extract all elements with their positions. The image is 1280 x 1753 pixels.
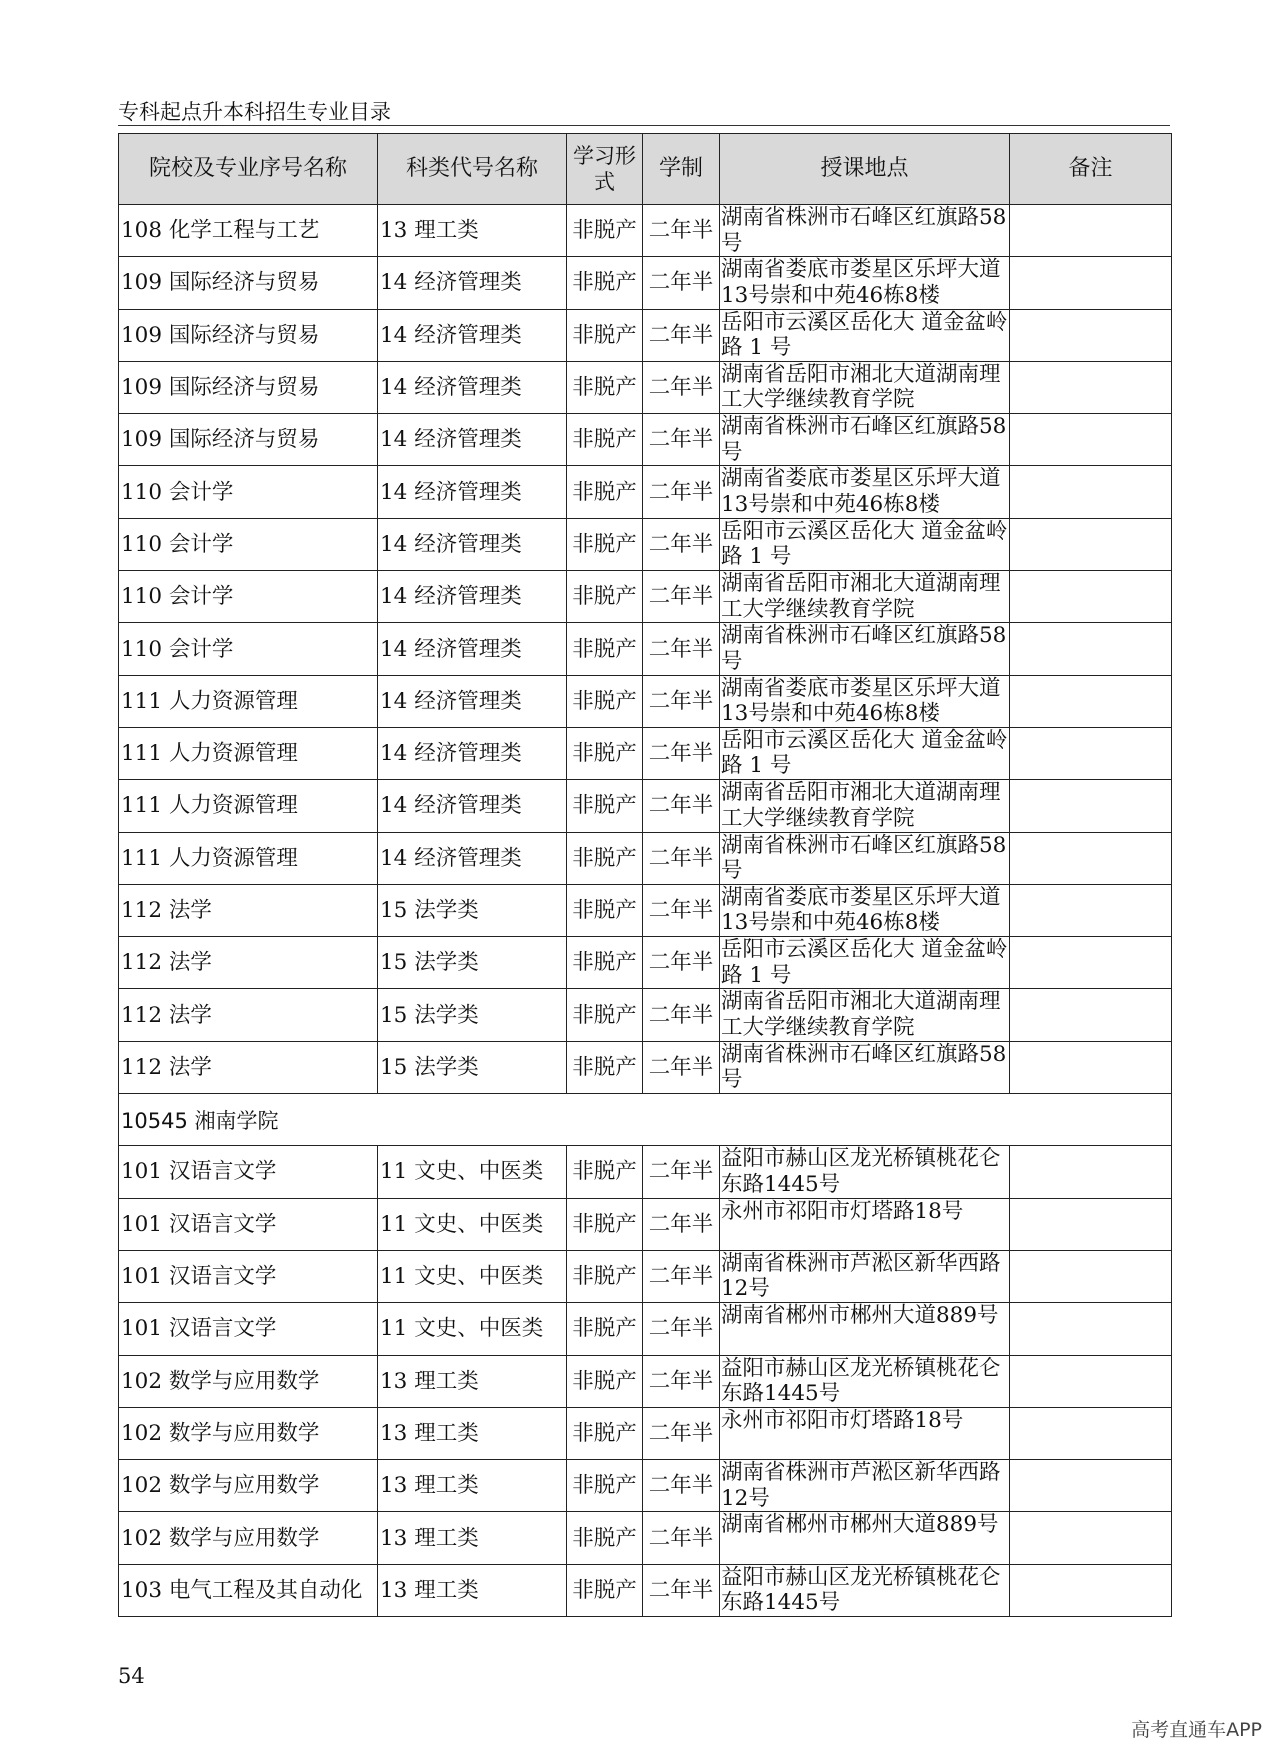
cell-category: 11 文史、中医类 bbox=[378, 1303, 567, 1355]
cell-study-form: 非脱产 bbox=[567, 1250, 643, 1302]
cell-major: 102 数学与应用数学 bbox=[119, 1407, 378, 1459]
table-header-row bbox=[119, 134, 1172, 205]
cell-location: 湖南省株洲市石峰区红旗路58号 bbox=[720, 832, 1010, 884]
cell-major: 110 会计学 bbox=[119, 623, 378, 675]
watermark-text: 高考直通车APP bbox=[1131, 1719, 1262, 1741]
cell-duration: 二年半 bbox=[643, 257, 720, 309]
cell-major: 102 数学与应用数学 bbox=[119, 1355, 378, 1407]
section-header-row bbox=[119, 1094, 1172, 1146]
cell-duration: 二年半 bbox=[643, 1146, 720, 1198]
cell-study-form: 非脱产 bbox=[567, 1146, 643, 1198]
cell-category: 13 理工类 bbox=[378, 1355, 567, 1407]
cell-study-form: 非脱产 bbox=[567, 518, 643, 570]
table-row bbox=[119, 414, 1172, 466]
cell-category: 13 理工类 bbox=[378, 1407, 567, 1459]
cell-note bbox=[1010, 571, 1172, 623]
cell-location: 湖南省娄底市娄星区乐坪大道13号崇和中苑46栋8楼 bbox=[720, 884, 1010, 936]
table-row bbox=[119, 309, 1172, 361]
cell-duration: 二年半 bbox=[643, 309, 720, 361]
cell-location: 湖南省岳阳市湘北大道湖南理工大学继续教育学院 bbox=[720, 780, 1010, 832]
cell-category: 14 经济管理类 bbox=[378, 780, 567, 832]
cell-category: 14 经济管理类 bbox=[378, 675, 567, 727]
cell-duration: 二年半 bbox=[643, 205, 720, 257]
cell-location: 湖南省株洲市芦淞区新华西路12号 bbox=[720, 1250, 1010, 1302]
table-row bbox=[119, 727, 1172, 779]
cell-category: 14 经济管理类 bbox=[378, 414, 567, 466]
cell-location: 湖南省株洲市石峰区红旗路58号 bbox=[720, 623, 1010, 675]
cell-study-form: 非脱产 bbox=[567, 1564, 643, 1616]
cell-duration: 二年半 bbox=[643, 571, 720, 623]
cell-location: 湖南省岳阳市湘北大道湖南理工大学继续教育学院 bbox=[720, 989, 1010, 1041]
table-row bbox=[119, 1146, 1172, 1198]
cell-category: 14 经济管理类 bbox=[378, 361, 567, 413]
cell-category: 14 经济管理类 bbox=[378, 623, 567, 675]
cell-major: 102 数学与应用数学 bbox=[119, 1512, 378, 1564]
cell-study-form: 非脱产 bbox=[567, 1512, 643, 1564]
cell-duration: 二年半 bbox=[643, 675, 720, 727]
cell-duration: 二年半 bbox=[643, 832, 720, 884]
cell-major: 111 人力资源管理 bbox=[119, 780, 378, 832]
table-row bbox=[119, 780, 1172, 832]
cell-duration: 二年半 bbox=[643, 937, 720, 989]
cell-note bbox=[1010, 989, 1172, 1041]
cell-location: 湖南省株洲市芦淞区新华西路12号 bbox=[720, 1460, 1010, 1512]
cell-note bbox=[1010, 623, 1172, 675]
cell-note bbox=[1010, 1041, 1172, 1093]
column-header-location: 授课地点 bbox=[720, 134, 1010, 205]
cell-category: 15 法学类 bbox=[378, 1041, 567, 1093]
cell-duration: 二年半 bbox=[643, 1407, 720, 1459]
cell-note bbox=[1010, 1198, 1172, 1250]
cell-duration: 二年半 bbox=[643, 989, 720, 1041]
table-row bbox=[119, 1198, 1172, 1250]
cell-duration: 二年半 bbox=[643, 1355, 720, 1407]
cell-duration: 二年半 bbox=[643, 518, 720, 570]
cell-note bbox=[1010, 1512, 1172, 1564]
cell-study-form: 非脱产 bbox=[567, 414, 643, 466]
cell-location: 岳阳市云溪区岳化大 道金盆岭路 1 号 bbox=[720, 937, 1010, 989]
cell-study-form: 非脱产 bbox=[567, 361, 643, 413]
table-row bbox=[119, 257, 1172, 309]
cell-note bbox=[1010, 937, 1172, 989]
table-row bbox=[119, 205, 1172, 257]
cell-study-form: 非脱产 bbox=[567, 309, 643, 361]
table-row bbox=[119, 937, 1172, 989]
cell-study-form: 非脱产 bbox=[567, 937, 643, 989]
cell-duration: 二年半 bbox=[643, 623, 720, 675]
table-row bbox=[119, 623, 1172, 675]
cell-study-form: 非脱产 bbox=[567, 727, 643, 779]
cell-category: 13 理工类 bbox=[378, 1460, 567, 1512]
cell-note bbox=[1010, 1303, 1172, 1355]
cell-duration: 二年半 bbox=[643, 1564, 720, 1616]
cell-note bbox=[1010, 727, 1172, 779]
cell-major: 101 汉语言文学 bbox=[119, 1198, 378, 1250]
cell-category: 15 法学类 bbox=[378, 937, 567, 989]
cell-study-form: 非脱产 bbox=[567, 257, 643, 309]
cell-major: 109 国际经济与贸易 bbox=[119, 361, 378, 413]
table-body bbox=[119, 205, 1172, 1617]
cell-location: 益阳市赫山区龙光桥镇桃花仑东路1445号 bbox=[720, 1146, 1010, 1198]
cell-note bbox=[1010, 518, 1172, 570]
cell-location: 永州市祁阳市灯塔路18号 bbox=[720, 1198, 1010, 1250]
cell-duration: 二年半 bbox=[643, 1250, 720, 1302]
cell-study-form: 非脱产 bbox=[567, 1303, 643, 1355]
cell-major: 111 人力资源管理 bbox=[119, 675, 378, 727]
column-header-study-form: 学习形式 bbox=[567, 134, 643, 205]
column-header-category: 科类代号名称 bbox=[378, 134, 567, 205]
table-row bbox=[119, 1355, 1172, 1407]
cell-study-form: 非脱产 bbox=[567, 1198, 643, 1250]
cell-location: 湖南省株洲市石峰区红旗路58号 bbox=[720, 1041, 1010, 1093]
cell-location: 岳阳市云溪区岳化大 道金盆岭路 1 号 bbox=[720, 309, 1010, 361]
table-row bbox=[119, 571, 1172, 623]
cell-study-form: 非脱产 bbox=[567, 1407, 643, 1459]
cell-note bbox=[1010, 1407, 1172, 1459]
cell-note bbox=[1010, 205, 1172, 257]
table-row bbox=[119, 832, 1172, 884]
table-row bbox=[119, 989, 1172, 1041]
cell-duration: 二年半 bbox=[643, 466, 720, 518]
cell-category: 14 经济管理类 bbox=[378, 832, 567, 884]
cell-category: 14 经济管理类 bbox=[378, 257, 567, 309]
cell-note bbox=[1010, 361, 1172, 413]
cell-major: 112 法学 bbox=[119, 884, 378, 936]
cell-location: 湖南省岳阳市湘北大道湖南理工大学继续教育学院 bbox=[720, 571, 1010, 623]
cell-major: 111 人力资源管理 bbox=[119, 832, 378, 884]
cell-major: 109 国际经济与贸易 bbox=[119, 257, 378, 309]
cell-duration: 二年半 bbox=[643, 414, 720, 466]
cell-major: 102 数学与应用数学 bbox=[119, 1460, 378, 1512]
table-row bbox=[119, 1303, 1172, 1355]
cell-major: 108 化学工程与工艺 bbox=[119, 205, 378, 257]
cell-major: 101 汉语言文学 bbox=[119, 1250, 378, 1302]
cell-major: 110 会计学 bbox=[119, 571, 378, 623]
table-row bbox=[119, 1250, 1172, 1302]
cell-location: 湖南省株洲市石峰区红旗路58号 bbox=[720, 205, 1010, 257]
cell-location: 湖南省娄底市娄星区乐坪大道13号崇和中苑46栋8楼 bbox=[720, 257, 1010, 309]
cell-location: 湖南省娄底市娄星区乐坪大道13号崇和中苑46栋8楼 bbox=[720, 675, 1010, 727]
cell-study-form: 非脱产 bbox=[567, 466, 643, 518]
cell-major: 109 国际经济与贸易 bbox=[119, 414, 378, 466]
cell-note bbox=[1010, 257, 1172, 309]
cell-note bbox=[1010, 832, 1172, 884]
cell-category: 15 法学类 bbox=[378, 989, 567, 1041]
cell-study-form: 非脱产 bbox=[567, 1041, 643, 1093]
cell-note bbox=[1010, 675, 1172, 727]
cell-location: 湖南省娄底市娄星区乐坪大道13号崇和中苑46栋8楼 bbox=[720, 466, 1010, 518]
cell-note bbox=[1010, 1564, 1172, 1616]
cell-study-form: 非脱产 bbox=[567, 884, 643, 936]
cell-note bbox=[1010, 780, 1172, 832]
cell-duration: 二年半 bbox=[643, 361, 720, 413]
cell-major: 111 人力资源管理 bbox=[119, 727, 378, 779]
cell-category: 14 经济管理类 bbox=[378, 466, 567, 518]
header-rule bbox=[118, 125, 1170, 126]
institution-name: 10545 湘南学院 bbox=[119, 1094, 1172, 1146]
cell-duration: 二年半 bbox=[643, 780, 720, 832]
cell-major: 112 法学 bbox=[119, 937, 378, 989]
cell-note bbox=[1010, 1146, 1172, 1198]
cell-study-form: 非脱产 bbox=[567, 1460, 643, 1512]
cell-study-form: 非脱产 bbox=[567, 780, 643, 832]
cell-category: 14 经济管理类 bbox=[378, 518, 567, 570]
cell-category: 14 经济管理类 bbox=[378, 309, 567, 361]
cell-major: 112 法学 bbox=[119, 1041, 378, 1093]
cell-category: 13 理工类 bbox=[378, 205, 567, 257]
cell-note bbox=[1010, 1250, 1172, 1302]
table-row bbox=[119, 518, 1172, 570]
table-row bbox=[119, 361, 1172, 413]
cell-location: 湖南省株洲市石峰区红旗路58号 bbox=[720, 414, 1010, 466]
cell-category: 11 文史、中医类 bbox=[378, 1198, 567, 1250]
cell-study-form: 非脱产 bbox=[567, 832, 643, 884]
cell-location: 益阳市赫山区龙光桥镇桃花仑东路1445号 bbox=[720, 1355, 1010, 1407]
cell-duration: 二年半 bbox=[643, 1198, 720, 1250]
cell-major: 101 汉语言文学 bbox=[119, 1303, 378, 1355]
cell-category: 13 理工类 bbox=[378, 1564, 567, 1616]
cell-duration: 二年半 bbox=[643, 884, 720, 936]
table-row bbox=[119, 675, 1172, 727]
table-row bbox=[119, 884, 1172, 936]
cell-location: 湖南省郴州市郴州大道889号 bbox=[720, 1512, 1010, 1564]
cell-location: 湖南省岳阳市湘北大道湖南理工大学继续教育学院 bbox=[720, 361, 1010, 413]
cell-category: 13 理工类 bbox=[378, 1512, 567, 1564]
cell-study-form: 非脱产 bbox=[567, 675, 643, 727]
cell-note bbox=[1010, 309, 1172, 361]
cell-note bbox=[1010, 1460, 1172, 1512]
table-row bbox=[119, 466, 1172, 518]
cell-study-form: 非脱产 bbox=[567, 205, 643, 257]
column-header-duration: 学制 bbox=[643, 134, 720, 205]
cell-study-form: 非脱产 bbox=[567, 571, 643, 623]
cell-duration: 二年半 bbox=[643, 1460, 720, 1512]
cell-location: 岳阳市云溪区岳化大 道金盆岭路 1 号 bbox=[720, 727, 1010, 779]
page-number: 54 bbox=[118, 1664, 145, 1688]
cell-study-form: 非脱产 bbox=[567, 623, 643, 675]
cell-study-form: 非脱产 bbox=[567, 989, 643, 1041]
cell-duration: 二年半 bbox=[643, 1303, 720, 1355]
cell-major: 101 汉语言文学 bbox=[119, 1146, 378, 1198]
cell-duration: 二年半 bbox=[643, 1512, 720, 1564]
cell-major: 112 法学 bbox=[119, 989, 378, 1041]
page-header-title: 专科起点升本科招生专业目录 bbox=[118, 100, 391, 124]
cell-category: 11 文史、中医类 bbox=[378, 1250, 567, 1302]
cell-major: 103 电气工程及其自动化 bbox=[119, 1564, 378, 1616]
cell-location: 永州市祁阳市灯塔路18号 bbox=[720, 1407, 1010, 1459]
cell-location: 岳阳市云溪区岳化大 道金盆岭路 1 号 bbox=[720, 518, 1010, 570]
cell-category: 15 法学类 bbox=[378, 884, 567, 936]
cell-duration: 二年半 bbox=[643, 727, 720, 779]
table-row bbox=[119, 1564, 1172, 1616]
cell-note bbox=[1010, 884, 1172, 936]
table-row bbox=[119, 1460, 1172, 1512]
cell-major: 109 国际经济与贸易 bbox=[119, 309, 378, 361]
major-catalog-table bbox=[118, 133, 1172, 1617]
table-row bbox=[119, 1512, 1172, 1564]
cell-location: 益阳市赫山区龙光桥镇桃花仑东路1445号 bbox=[720, 1564, 1010, 1616]
cell-major: 110 会计学 bbox=[119, 466, 378, 518]
column-header-major: 院校及专业序号名称 bbox=[119, 134, 378, 205]
cell-duration: 二年半 bbox=[643, 1041, 720, 1093]
cell-category: 14 经济管理类 bbox=[378, 727, 567, 779]
column-header-note: 备注 bbox=[1010, 134, 1172, 205]
cell-major: 110 会计学 bbox=[119, 518, 378, 570]
cell-note bbox=[1010, 466, 1172, 518]
cell-category: 11 文史、中医类 bbox=[378, 1146, 567, 1198]
cell-note bbox=[1010, 414, 1172, 466]
cell-note bbox=[1010, 1355, 1172, 1407]
cell-category: 14 经济管理类 bbox=[378, 571, 567, 623]
table-row bbox=[119, 1041, 1172, 1093]
table-row bbox=[119, 1407, 1172, 1459]
cell-study-form: 非脱产 bbox=[567, 1355, 643, 1407]
cell-location: 湖南省郴州市郴州大道889号 bbox=[720, 1303, 1010, 1355]
